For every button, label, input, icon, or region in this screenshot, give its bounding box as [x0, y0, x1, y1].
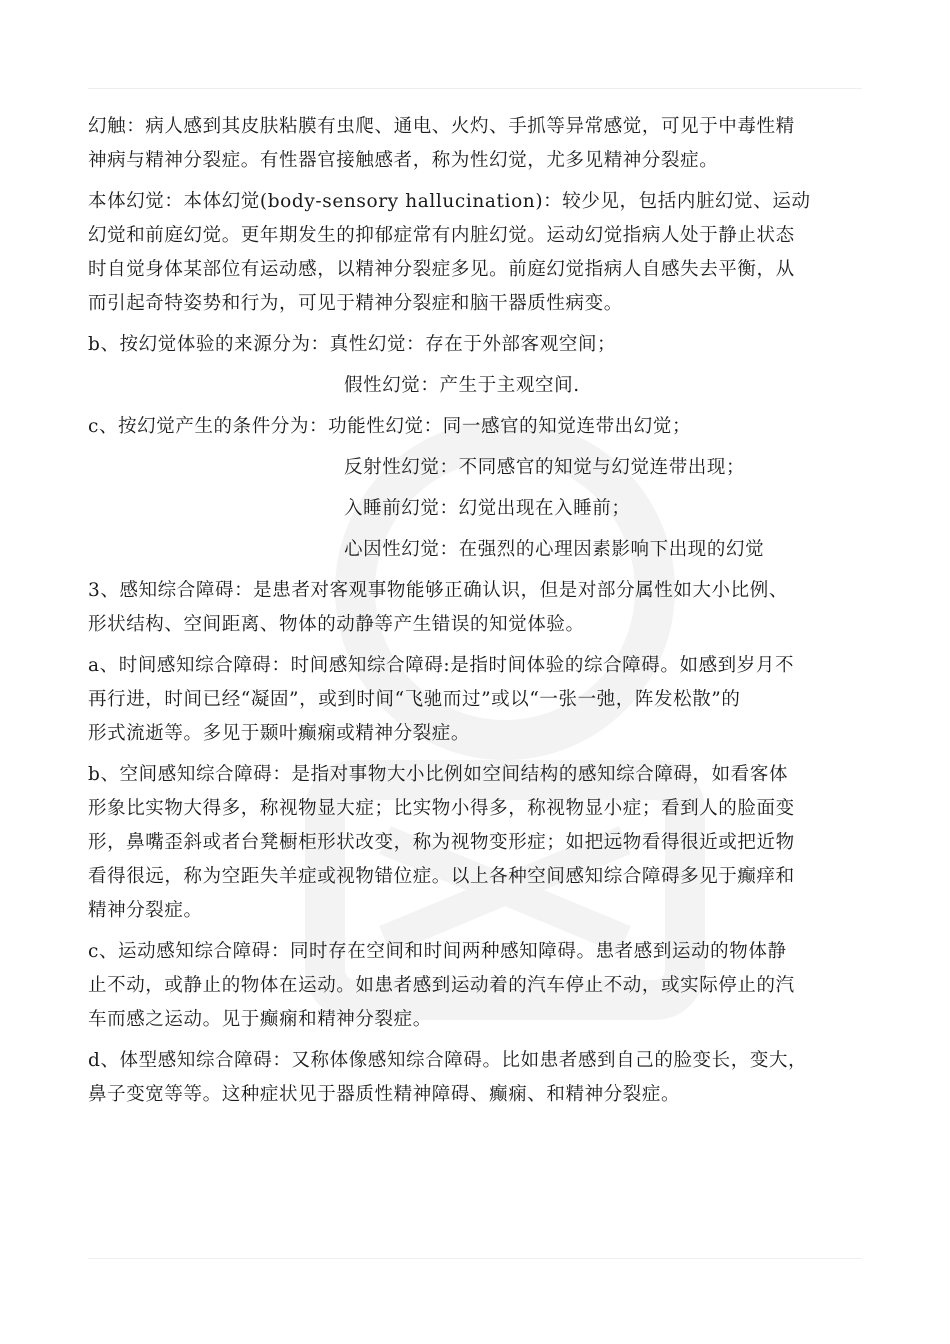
paragraph-line: 形式流逝等。多见于颞叶癫痫或精神分裂症。 — [88, 723, 471, 744]
paragraph-line: 止不动，或静止的物体在运动。如患者感到运动着的汽车停止不动，或实际停止的汽 — [88, 975, 795, 996]
paragraph-line: 再行进，时间已经“凝固”，或到时间“飞驰而过”或以“一张一弛，阵发松散”的 — [88, 689, 741, 710]
footer-rule — [88, 1258, 862, 1259]
paragraph-line: 看得很远，称为空距失羊症或视物错位症。以上各种空间感知综合障碍多见于癫痒和 — [88, 866, 795, 887]
list-line-indented: 反射性幻觉：不同感官的知觉与幻觉连带出现； — [344, 457, 746, 478]
paragraph-line: b、空间感知综合障碍：是指对事物大小比例如空间结构的感知综合障碍，如看客体 — [88, 764, 789, 785]
list-line-indented: 心因性幻觉：在强烈的心理因素影响下出现的幻觉 — [344, 539, 765, 560]
paragraph-line: c、运动感知综合障碍：同时存在空间和时间两种感知障碍。患者感到运动的物体静 — [88, 941, 787, 962]
paragraph-line: 车而感之运动。见于癫痫和精神分裂症。 — [88, 1009, 432, 1030]
list-line-indented: 入睡前幻觉：幻觉出现在入睡前； — [344, 498, 631, 519]
paragraph-line: 而引起奇特姿势和行为，可见于精神分裂症和脑干器质性病变。 — [88, 293, 623, 314]
paragraph-line: 幻触：病人感到其皮肤粘膜有虫爬、通电、火灼、手抓等异常感觉，可见于中毒性精 — [88, 116, 795, 137]
paragraph-line: 形，鼻嘴歪斜或者台凳橱柜形状改变，称为视物变形症；如把远物看得很近或把近物 — [88, 832, 795, 853]
paragraph-line: 形象比实物大得多，称视物显大症；比实物小得多，称视物显小症；看到人的脸面变 — [88, 798, 795, 819]
paragraph-line: 时自觉身体某部位有运动感，以精神分裂症多见。前庭幻觉指病人自感失去平衡，从 — [88, 259, 795, 280]
paragraph-line: 形状结构、空间距离、物体的动静等产生错误的知觉体验。 — [88, 614, 585, 635]
document-body — [88, 110, 868, 1112]
paragraph-line: a、时间感知综合障碍：时间感知综合障碍:是指时间体验的综合障碍。如感到岁月不 — [88, 655, 795, 676]
paragraph-line: 精神分裂症。 — [88, 900, 203, 921]
header-rule — [88, 88, 862, 89]
paragraph-line: 神病与精神分裂症。有性器官接触感者，称为性幻觉，尤多见精神分裂症。 — [88, 150, 719, 171]
paragraph-line: d、体型感知综合障碍：又称体像感知综合障碍。比如患者感到自己的脸变长，变大， — [88, 1050, 808, 1071]
list-line-indented: 假性幻觉：产生于主观空间. — [344, 375, 580, 396]
paragraph-line: 3、感知综合障碍：是患者对客观事物能够正确认识，但是对部分属性如大小比例、 — [88, 580, 788, 601]
list-line: b、按幻觉体验的来源分为：真性幻觉：存在于外部客观空间； — [88, 334, 617, 355]
paragraph-line: 幻觉和前庭幻觉。更年期发生的抑郁症常有内脏幻觉。运动幻觉指病人处于静止状态 — [88, 225, 795, 246]
paragraph-line: 本体幻觉：本体幻觉(body-sensory hallucination)：较少见，包括内脏幻觉、运动 — [88, 191, 811, 212]
list-line: c、按幻觉产生的条件分为：功能性幻觉：同一感官的知觉连带出幻觉； — [88, 416, 692, 437]
paragraph-line: 鼻子变宽等等。这种症状见于器质性精神障碍、癫痫、和精神分裂症。 — [88, 1084, 681, 1105]
